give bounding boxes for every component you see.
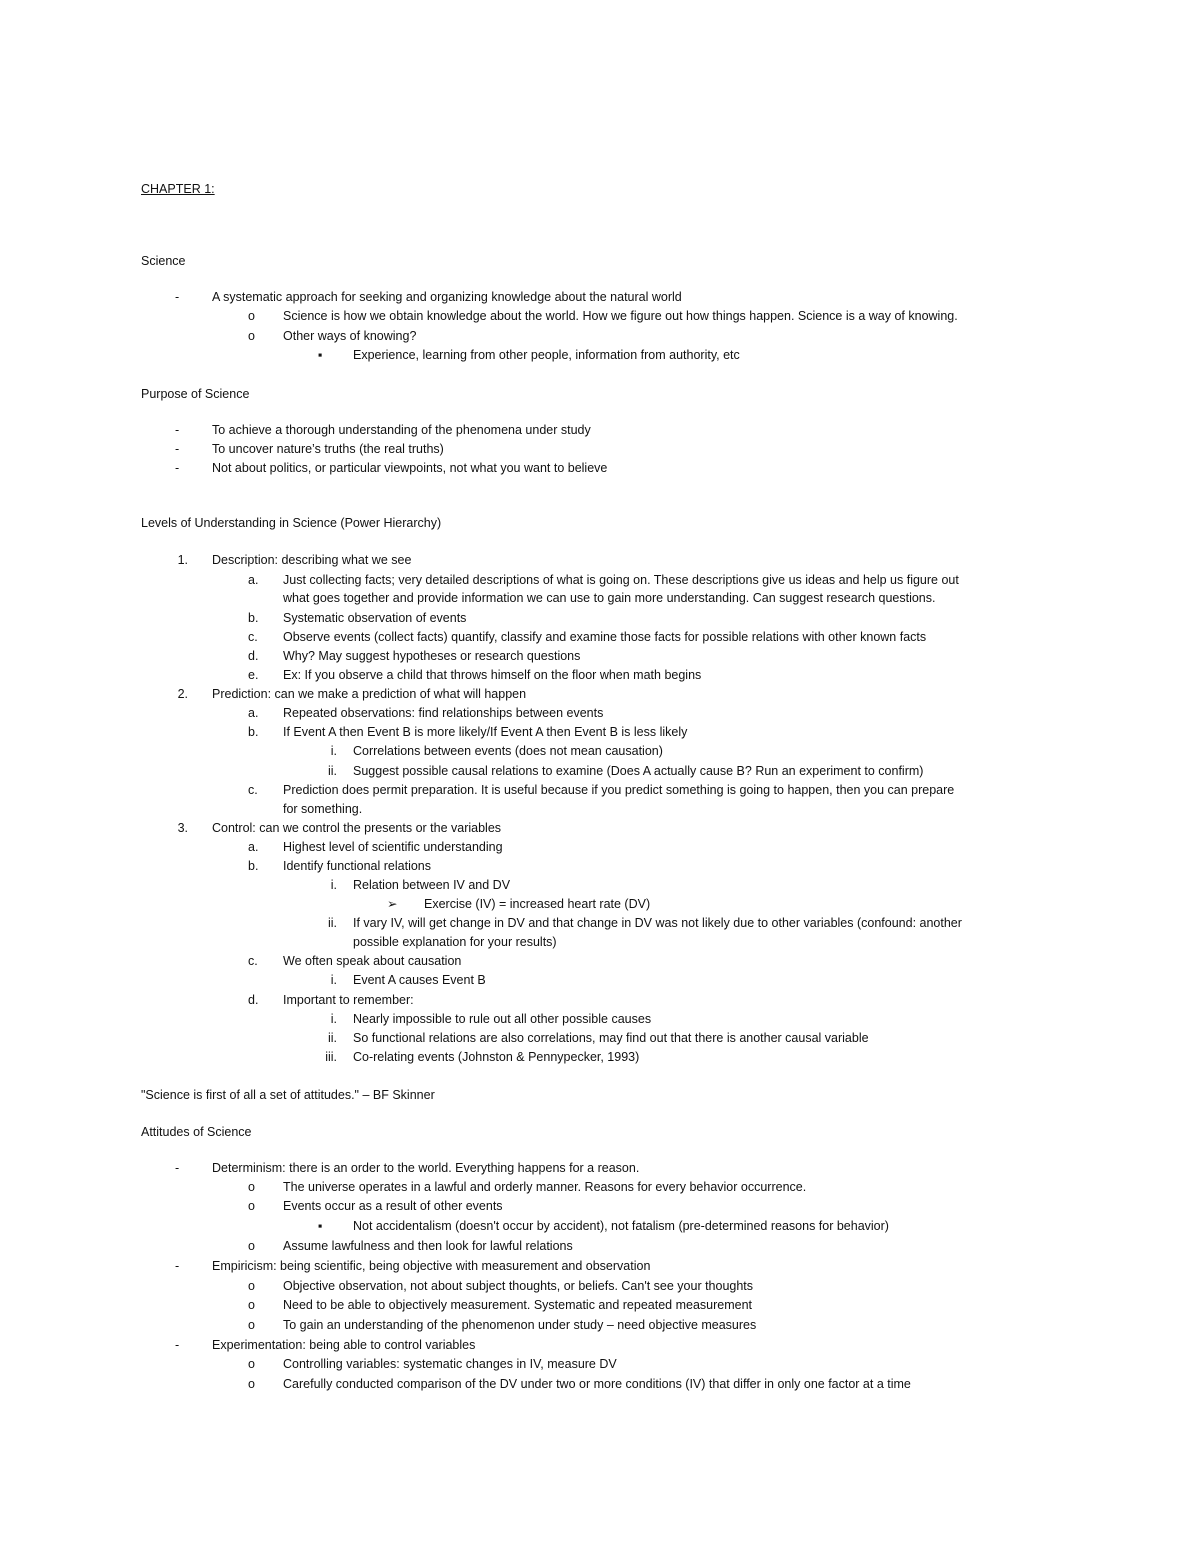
roman-marker: ii. xyxy=(327,916,337,930)
list-item: Not accidentalism (doesn't occur by accident), not fatalism (pre-determined reasons for behavior) xyxy=(353,1219,889,1233)
roman-marker: i. xyxy=(330,744,337,758)
list-item: Prediction does permit preparation. It is useful because if you predict something is going to happen, then you can prepare xyxy=(283,783,955,797)
section-heading-purpose: Purpose of Science xyxy=(141,387,250,401)
science-sub-item: Other ways of knowing? xyxy=(283,329,417,343)
roman-marker: i. xyxy=(330,1012,337,1026)
list-item: Correlations between events (does not mean causation) xyxy=(353,744,663,758)
list-item: Controlling variables: systematic changes in IV, measure DV xyxy=(283,1357,617,1371)
list-item: So functional relations are also correlations, may find out that there is another causal variable xyxy=(353,1031,869,1045)
section-heading-science: Science xyxy=(141,254,186,268)
list-item: Relation between IV and DV xyxy=(353,878,511,892)
science-sub-detail: Experience, learning from other people, information from authority, etc xyxy=(353,348,740,362)
letter-marker: c. xyxy=(248,630,258,644)
dash-bullet: - xyxy=(175,442,180,456)
list-item-continued: what goes together and provide information we can use to gain more understanding. Can suggest research questions. xyxy=(283,591,936,605)
level-prediction-title: Prediction: can we make a prediction of what will happen xyxy=(212,687,527,701)
science-sub-item: Science is how we obtain knowledge about the world. How we figure out how things happen. Science is a way of knowing. xyxy=(283,309,958,323)
letter-marker: b. xyxy=(248,611,259,625)
circle-bullet: o xyxy=(248,1199,255,1213)
chapter-title: CHAPTER 1: xyxy=(141,182,215,196)
attitude-experimentation: Experimentation: being able to control variables xyxy=(212,1338,476,1352)
roman-marker: iii. xyxy=(325,1050,337,1064)
letter-marker: b. xyxy=(248,859,259,873)
list-item: Events occur as a result of other events xyxy=(283,1199,503,1213)
number-marker: 3. xyxy=(177,821,188,835)
dash-bullet: - xyxy=(175,1161,180,1175)
level-description-title: Description: describing what we see xyxy=(212,553,412,567)
list-item: We often speak about causation xyxy=(283,954,462,968)
circle-bullet: o xyxy=(248,1239,255,1253)
circle-bullet: o xyxy=(248,1357,255,1371)
purpose-item: To achieve a thorough understanding of the phenomena under study xyxy=(212,423,591,437)
circle-bullet: o xyxy=(248,1298,255,1312)
dash-bullet: - xyxy=(175,1259,180,1273)
roman-marker: ii. xyxy=(327,1031,337,1045)
letter-marker: a. xyxy=(248,840,259,854)
list-item: Observe events (collect facts) quantify, classify and examine those facts for possible relations with other known facts xyxy=(283,630,927,644)
list-item: To gain an understanding of the phenomenon under study – need objective measures xyxy=(283,1318,757,1332)
square-bullet: ▪ xyxy=(318,348,323,362)
list-item: Event A causes Event B xyxy=(353,973,486,987)
roman-marker: ii. xyxy=(327,764,337,778)
letter-marker: d. xyxy=(248,993,259,1007)
dash-bullet: - xyxy=(175,1338,180,1352)
arrow-bullet: ➢ xyxy=(387,897,398,911)
letter-marker: a. xyxy=(248,573,259,587)
list-item: Assume lawfulness and then look for lawful relations xyxy=(283,1239,573,1253)
list-item: Ex: If you observe a child that throws himself on the floor when math begins xyxy=(283,668,702,682)
roman-marker: i. xyxy=(330,878,337,892)
letter-marker: b. xyxy=(248,725,259,739)
roman-marker: i. xyxy=(330,973,337,987)
list-item: Repeated observations: find relationships between events xyxy=(283,706,604,720)
list-item: Just collecting facts; very detailed descriptions of what is going on. These descriptions give us ideas and help us figure out xyxy=(283,573,959,587)
attitude-empiricism: Empiricism: being scientific, being objective with measurement and observation xyxy=(212,1259,651,1273)
purpose-item: Not about politics, or particular viewpoints, not what you want to believe xyxy=(212,461,608,475)
circle-bullet: o xyxy=(248,309,255,323)
dash-bullet: - xyxy=(175,423,180,437)
letter-marker: e. xyxy=(248,668,259,682)
circle-bullet: o xyxy=(248,1377,255,1391)
list-item: Identify functional relations xyxy=(283,859,432,873)
list-item: Objective observation, not about subject thoughts, or beliefs. Can't see your thoughts xyxy=(283,1279,754,1293)
circle-bullet: o xyxy=(248,1180,255,1194)
section-heading-levels: Levels of Understanding in Science (Power Hierarchy) xyxy=(141,516,442,530)
list-item: Why? May suggest hypotheses or research questions xyxy=(283,649,581,663)
letter-marker: d. xyxy=(248,649,259,663)
attitude-determinism: Determinism: there is an order to the world. Everything happens for a reason. xyxy=(212,1161,640,1175)
circle-bullet: o xyxy=(248,1279,255,1293)
letter-marker: a. xyxy=(248,706,259,720)
list-item: Carefully conducted comparison of the DV under two or more conditions (IV) that differ in only one factor at a time xyxy=(283,1377,911,1391)
list-item: Highest level of scientific understanding xyxy=(283,840,503,854)
list-item: Need to be able to objectively measurement. Systematic and repeated measurement xyxy=(283,1298,753,1312)
list-item: Exercise (IV) = increased heart rate (DV) xyxy=(424,897,651,911)
skinner-quote: "Science is first of all a set of attitudes." – BF Skinner xyxy=(141,1088,435,1102)
list-item: Co-relating events (Johnston & Pennypecker, 1993) xyxy=(353,1050,640,1064)
section-heading-attitudes: Attitudes of Science xyxy=(141,1125,252,1139)
list-item-continued: possible explanation for your results) xyxy=(353,935,557,949)
purpose-item: To uncover nature’s truths (the real truths) xyxy=(212,442,444,456)
list-item: Suggest possible causal relations to examine (Does A actually cause B? Run an experiment to confirm) xyxy=(353,764,924,778)
list-item: If Event A then Event B is more likely/If Event A then Event B is less likely xyxy=(283,725,688,739)
science-definition: A systematic approach for seeking and organizing knowledge about the natural world xyxy=(212,290,682,304)
list-item: If vary IV, will get change in DV and that change in DV was not likely due to other variables (confound: another xyxy=(353,916,962,930)
number-marker: 2. xyxy=(177,687,188,701)
number-marker: 1. xyxy=(177,553,188,567)
dash-bullet: - xyxy=(175,461,180,475)
level-control-title: Control: can we control the presents or the variables xyxy=(212,821,502,835)
dash-bullet: - xyxy=(175,290,180,304)
list-item-continued: for something. xyxy=(283,802,363,816)
list-item: Nearly impossible to rule out all other possible causes xyxy=(353,1012,652,1026)
list-item: Important to remember: xyxy=(283,993,414,1007)
square-bullet: ▪ xyxy=(318,1219,323,1233)
list-item: The universe operates in a lawful and orderly manner. Reasons for every behavior occurrence. xyxy=(283,1180,807,1194)
list-item: Systematic observation of events xyxy=(283,611,467,625)
letter-marker: c. xyxy=(248,954,258,968)
circle-bullet: o xyxy=(248,1318,255,1332)
circle-bullet: o xyxy=(248,329,255,343)
letter-marker: c. xyxy=(248,783,258,797)
